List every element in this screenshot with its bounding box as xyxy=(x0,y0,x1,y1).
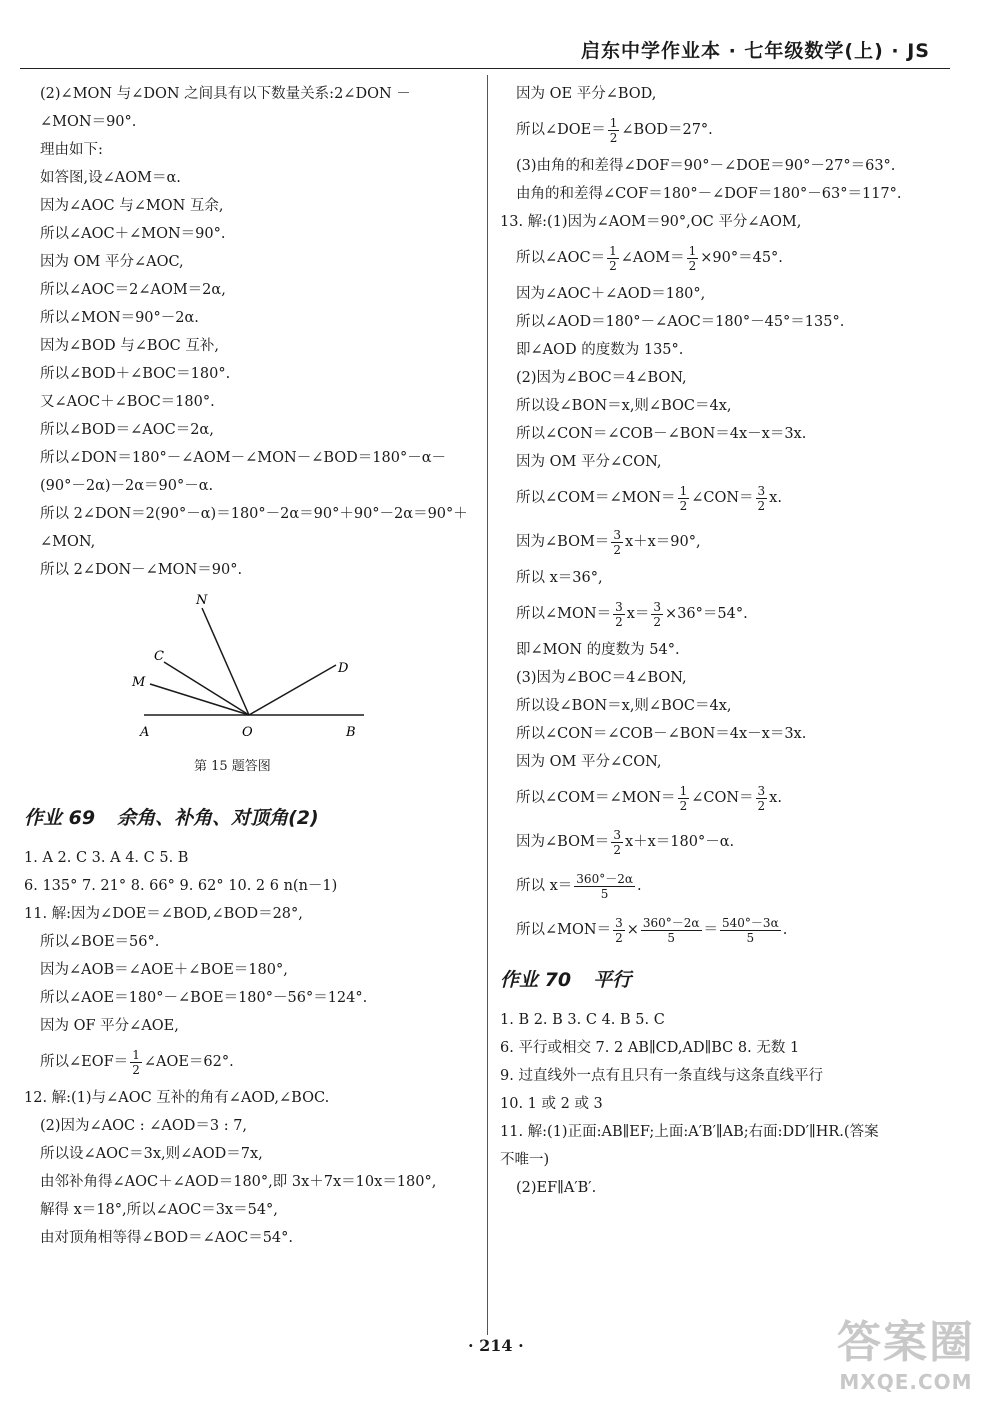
answer-line: 12. 解:(1)与∠AOC 互补的角有∠AOD,∠BOC. xyxy=(24,1090,330,1106)
answer-line: 10. 1 或 2 或 3 xyxy=(500,1096,603,1112)
section-name: 平行 xyxy=(593,969,632,991)
text-segment: 因为∠BOM＝ xyxy=(516,534,610,550)
fraction xyxy=(756,484,768,513)
fraction xyxy=(607,244,619,273)
text-segment: 所以∠MON＝ xyxy=(516,922,612,938)
denominator: 2 xyxy=(615,614,623,629)
text-segment: x＝ xyxy=(626,606,650,622)
text-line: 因为 OE 平分∠BOD, xyxy=(516,86,657,102)
text-line: 所以∠MON＝90°－2α. xyxy=(40,310,199,326)
ray-om xyxy=(150,684,249,715)
answer-line: 11. 解:(1)正面:AB∥EF;上面:A′B′∥AB;右面:DD′∥HR.(答案 xyxy=(500,1124,879,1140)
text-line: 因为∠BOD 与∠BOC 互补, xyxy=(40,338,219,354)
ray-on xyxy=(202,608,249,715)
text-line: (2)因为∠AOC : ∠AOD＝3 : 7, xyxy=(40,1118,248,1134)
numerator: 3 xyxy=(613,527,621,542)
numerator: 3 xyxy=(613,827,621,842)
text-segment: 所以∠AOC＝ xyxy=(516,250,606,266)
numerator: 1 xyxy=(609,243,617,258)
answer-line: 11. 解:因为∠DOE＝∠BOD,∠BOD＝28°, xyxy=(24,906,303,922)
fraction xyxy=(611,528,623,557)
answer-line: 1. A 2. C 3. A 4. C 5. B xyxy=(24,850,189,866)
answer-line: 6. 135° 7. 21° 8. 66° 9. 62° 10. 2 6 n(n－1) xyxy=(24,878,338,894)
numerator: 3 xyxy=(615,915,623,930)
text-segment: x. xyxy=(769,790,782,806)
text-line: 所以∠BOE＝56°. xyxy=(40,934,160,950)
text-line: (2)∠MON 与∠DON 之间具有以下数量关系:2∠DON － xyxy=(40,86,411,102)
section-title-70 xyxy=(500,958,960,1002)
fraction-line xyxy=(500,864,960,908)
denominator: 2 xyxy=(609,130,618,145)
denominator: 2 xyxy=(679,798,688,813)
numerator: 540°－3α xyxy=(722,915,779,930)
text-line: 即∠MON 的度数为 54°. xyxy=(516,642,680,658)
page-header xyxy=(20,28,950,69)
page-number: · 214 · xyxy=(468,1336,524,1355)
header-title: 启东中学作业本 · 七年级数学(上) · JS xyxy=(580,40,930,62)
label-n: N xyxy=(196,593,208,608)
numerator: 1 xyxy=(679,783,688,798)
text-line: 所以 2∠DON＝2(90°－α)＝180°－2α＝90°＋90°－2α＝90°＋ xyxy=(40,506,468,522)
label-m: M xyxy=(132,675,146,690)
text-line: 理由如下: xyxy=(40,142,103,158)
text-line: 因为 OF 平分∠AOE, xyxy=(40,1018,179,1034)
denominator: 2 xyxy=(615,930,623,945)
text-line: 解得 x＝18°,所以∠AOC＝3x＝54°, xyxy=(40,1202,278,1218)
text-line: ∠MON, xyxy=(40,534,96,550)
answer-line: 13. 解:(1)因为∠AOM＝90°,OC 平分∠AOM, xyxy=(500,214,802,230)
fraction-line xyxy=(24,1040,476,1084)
text-line: 由邻补角得∠AOC＋∠AOD＝180°,即 3x＋7x＝10x＝180°, xyxy=(40,1174,437,1190)
label-c: C xyxy=(154,649,164,664)
fraction xyxy=(720,916,781,945)
numerator: 1 xyxy=(688,243,697,258)
fraction-line xyxy=(500,908,960,952)
fraction xyxy=(678,784,690,813)
denominator: 5 xyxy=(746,930,755,945)
denominator: 5 xyxy=(600,886,609,901)
angle-diagram xyxy=(124,590,384,750)
fraction xyxy=(613,916,625,945)
answer-line: 1. B 2. B 3. C 4. B 5. C xyxy=(500,1012,665,1028)
denominator: 2 xyxy=(653,614,662,629)
text-line: 所以∠AOC＋∠MON＝90°. xyxy=(40,226,226,242)
angle-figure xyxy=(24,590,476,790)
fraction xyxy=(611,828,623,857)
text-line: 所以∠AOD＝180°－∠AOC＝180°－45°＝135°. xyxy=(516,314,845,330)
numerator: 1 xyxy=(679,483,688,498)
text-line: 所以∠BOD＋∠BOC＝180°. xyxy=(40,366,231,382)
text-line: 因为 OM 平分∠AOC, xyxy=(40,254,184,270)
numerator: 1 xyxy=(609,115,618,130)
text-segment: x＋x＝90°, xyxy=(624,534,701,550)
section-label: 作业 69 xyxy=(24,807,96,829)
text-line: 所以设∠AOC＝3x,则∠AOD＝7x, xyxy=(40,1146,263,1162)
text-segment: ∠AOM＝ xyxy=(620,250,685,266)
text-line: ∠MON＝90°. xyxy=(40,114,137,130)
figure-caption: 第 15 题答图 xyxy=(194,759,271,774)
text-line: 所以∠AOE＝180°－∠BOE＝180°－56°＝124°. xyxy=(40,990,368,1006)
text-segment: ∠AOE＝62°. xyxy=(143,1054,234,1070)
text-segment: x. xyxy=(769,490,782,506)
numerator: 3 xyxy=(757,483,766,498)
text-line: (2)EF∥A′B′. xyxy=(516,1180,597,1196)
text-line: 所以 2∠DON－∠MON＝90°. xyxy=(40,562,243,578)
text-segment: ∠CON＝ xyxy=(691,490,754,506)
text-line: 所以设∠BON＝x,则∠BOC＝4x, xyxy=(516,698,732,714)
text-line: (90°－2α)－2α＝90°－α. xyxy=(40,478,214,494)
fraction-line xyxy=(500,476,960,520)
denominator: 2 xyxy=(613,542,621,557)
text-segment: 所以∠DOE＝ xyxy=(516,122,606,138)
section-label: 作业 70 xyxy=(500,969,572,991)
section-name: 余角、补角、对顶角(2) xyxy=(117,807,319,829)
text-segment: 所以∠COM＝∠MON＝ xyxy=(516,490,676,506)
numerator: 3 xyxy=(757,783,766,798)
text-segment: 所以∠COM＝∠MON＝ xyxy=(516,790,676,806)
watermark-text: 答案圈 xyxy=(837,1317,975,1368)
answer-line: 9. 过直线外一点有且只有一条直线与这条直线平行 xyxy=(500,1068,823,1084)
text-line: (3)因为∠BOC＝4∠BON, xyxy=(516,670,687,686)
fraction-line xyxy=(500,592,960,636)
text-segment: ×36°＝54°. xyxy=(665,606,748,622)
numerator: 1 xyxy=(132,1047,140,1062)
text-segment: 所以 x＝ xyxy=(516,878,573,894)
text-line: 因为∠AOB＝∠AOE＋∠BOE＝180°, xyxy=(40,962,288,978)
text-segment: x＋x＝180°－α. xyxy=(624,834,735,850)
text-segment: . xyxy=(636,878,642,894)
right-column xyxy=(500,80,960,1202)
column-divider xyxy=(487,75,488,1335)
denominator: 2 xyxy=(757,498,766,513)
fraction xyxy=(678,484,690,513)
fraction-line xyxy=(500,236,960,280)
numerator: 3 xyxy=(653,599,662,614)
answer-line: 不唯一) xyxy=(500,1152,550,1168)
text-line: 所以 x＝36°, xyxy=(516,570,603,586)
text-line: 又∠AOC＋∠BOC＝180°. xyxy=(40,394,215,410)
fraction xyxy=(641,916,702,945)
label-b: B xyxy=(346,725,356,740)
label-a: A xyxy=(140,725,150,740)
text-line: 所以∠DON＝180°－∠AOM－∠MON－∠BOD＝180°－α－ xyxy=(40,450,447,466)
numerator: 360°－2α xyxy=(642,915,700,930)
numerator: 3 xyxy=(615,599,623,614)
text-segment: 所以∠EOF＝ xyxy=(40,1054,129,1070)
text-segment: × xyxy=(626,922,639,938)
text-line: 由角的和差得∠COF＝180°－∠DOF＝180°－63°＝117°. xyxy=(516,186,902,202)
fraction xyxy=(130,1048,142,1077)
denominator: 2 xyxy=(757,798,766,813)
denominator: 2 xyxy=(679,498,688,513)
answer-line: 6. 平行或相交 7. 2 AB∥CD,AD∥BC 8. 无数 1 xyxy=(500,1040,800,1056)
fraction-line xyxy=(500,108,960,152)
label-d: D xyxy=(338,661,349,676)
denominator: 5 xyxy=(667,930,676,945)
numerator: 360°－2α xyxy=(576,871,633,886)
text-line: 由对顶角相等得∠BOD＝∠AOC＝54°. xyxy=(40,1230,293,1246)
fraction-line xyxy=(500,520,960,564)
fraction xyxy=(608,116,620,145)
ray-oc xyxy=(164,662,249,715)
text-line: 所以设∠BON＝x,则∠BOC＝4x, xyxy=(516,398,732,414)
text-line: 即∠AOD 的度数为 135°. xyxy=(516,342,684,358)
text-segment: ＝ xyxy=(703,922,719,938)
text-segment: ×90°＝45°. xyxy=(700,250,783,266)
text-segment: . xyxy=(782,922,788,938)
fraction-line xyxy=(500,776,960,820)
text-line: (2)因为∠BOC＝4∠BON, xyxy=(516,370,687,386)
text-line: 所以∠AOC＝2∠AOM＝2α, xyxy=(40,282,226,298)
text-line: 所以∠CON＝∠COB－∠BON＝4x－x＝3x. xyxy=(516,426,807,442)
text-line: 因为 OM 平分∠CON, xyxy=(516,454,662,470)
text-segment: 所以∠MON＝ xyxy=(516,606,612,622)
text-line: 所以∠CON＝∠COB－∠BON＝4x－x＝3x. xyxy=(516,726,807,742)
text-segment: 因为∠BOM＝ xyxy=(516,834,610,850)
denominator: 2 xyxy=(609,258,617,273)
text-segment: ∠BOD＝27°. xyxy=(621,122,713,138)
text-line: 因为∠AOC＋∠AOD＝180°, xyxy=(516,286,706,302)
text-line: (3)由角的和差得∠DOF＝90°－∠DOE＝90°－27°＝63°. xyxy=(516,158,896,174)
label-o: O xyxy=(242,725,253,740)
denominator: 2 xyxy=(688,258,697,273)
text-segment: ∠CON＝ xyxy=(691,790,754,806)
denominator: 2 xyxy=(132,1062,140,1077)
fraction xyxy=(687,244,699,273)
fraction xyxy=(613,600,625,629)
fraction xyxy=(651,600,663,629)
watermark-url: MXQE.COM xyxy=(839,1370,973,1394)
left-column xyxy=(24,80,476,1252)
section-title-69 xyxy=(24,796,476,840)
text-line: 因为∠AOC 与∠MON 互余, xyxy=(40,198,224,214)
text-line: 因为 OM 平分∠CON, xyxy=(516,754,662,770)
text-line: 如答图,设∠AOM＝α. xyxy=(40,170,181,186)
watermark-logo xyxy=(826,1317,986,1407)
fraction xyxy=(756,784,768,813)
fraction xyxy=(574,872,635,901)
text-line: 所以∠BOD＝∠AOC＝2α, xyxy=(40,422,214,438)
ray-od xyxy=(249,665,336,715)
denominator: 2 xyxy=(613,842,621,857)
fraction-line xyxy=(500,820,960,864)
